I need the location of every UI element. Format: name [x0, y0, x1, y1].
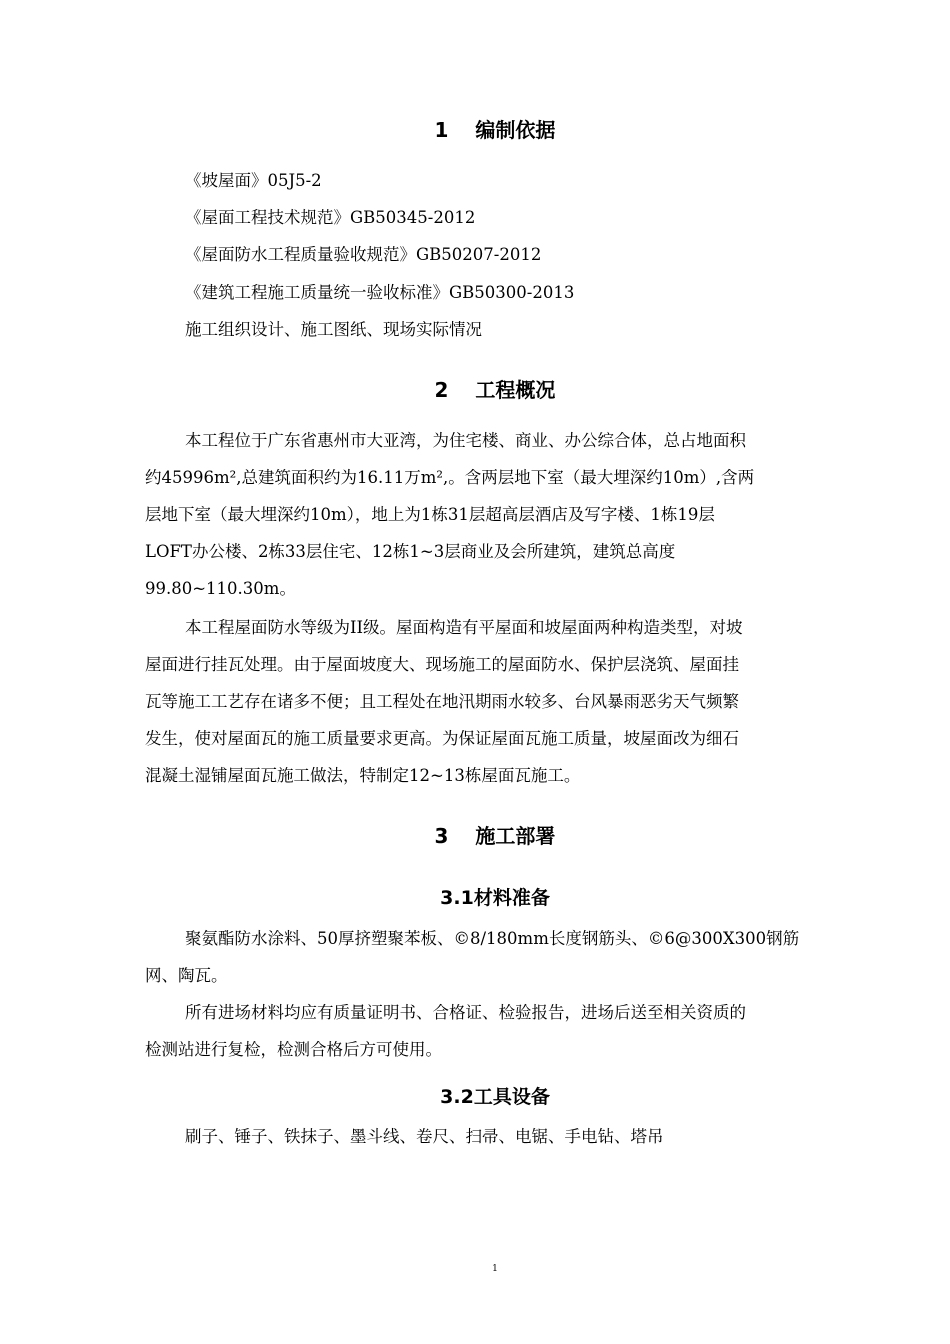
- reference-item: 《建筑工程施工质量统一验收标准》GB50300-2013: [185, 283, 575, 302]
- paragraph-line: 刷子、锤子、铁抹子、墨斗线、卷尺、扫帚、电锯、手电钻、塔吊: [185, 1127, 664, 1146]
- paragraph-line: LOFT办公楼、2栋33层住宅、12栋1~3层商业及会所建筑，建筑总高度: [145, 542, 676, 561]
- reference-item: 施工组织设计、施工图纸、现场实际情况: [185, 320, 482, 339]
- reference-item: 《屋面防水工程质量验收规范》GB50207-2012: [185, 245, 542, 264]
- section-3-2-heading: 3.2工具设备: [440, 1086, 550, 1108]
- section-3-1-heading: 3.1材料准备: [440, 887, 550, 909]
- paragraph-line: 网、陶瓦。: [145, 966, 228, 985]
- paragraph-line: 聚氨酯防水涂料、50厚挤塑聚苯板、©8/180mm长度钢筋头、©6@300X300钢筋: [185, 929, 800, 948]
- section-3-heading: 3 施工部署: [434, 824, 556, 848]
- reference-item: 《屋面工程技术规范》GB50345-2012: [185, 208, 476, 227]
- reference-item: 《坡屋面》05J5-2: [185, 171, 322, 190]
- paragraph-line: 本工程位于广东省惠州市大亚湾，为住宅楼、商业、办公综合体，总占地面积: [185, 431, 746, 450]
- paragraph-line: 混凝土湿铺屋面瓦施工做法，特制定12~13栋屋面瓦施工。: [145, 766, 581, 785]
- paragraph-line: 所有进场材料均应有质量证明书、合格证、检验报告，进场后送至相关资质的: [185, 1003, 746, 1022]
- paragraph-line: 本工程屋面防水等级为II级。屋面构造有平屋面和坡屋面两种构造类型，对坡: [185, 618, 743, 637]
- paragraph-line: 屋面进行挂瓦处理。由于屋面坡度大、现场施工的屋面防水、保护层浇筑、屋面挂: [145, 655, 739, 674]
- paragraph-line: 瓦等施工工艺存在诸多不便；且工程处在地汛期雨水较多、台风暴雨恶劣天气频繁: [145, 692, 739, 711]
- paragraph-line: 发生，使对屋面瓦的施工质量要求更高。为保证屋面瓦施工质量，坡屋面改为细石: [145, 729, 739, 748]
- section-1-heading: 1 编制依据: [434, 118, 556, 142]
- paragraph-line: 约45996m²,总建筑面积约为16.11万m²,。含两层地下室（最大埋深约10m）,含两: [145, 468, 755, 487]
- paragraph-line: 层地下室（最大埋深约10m），地上为1栋31层超高层酒店及写字楼、1栋19层: [145, 505, 715, 524]
- paragraph-line: 99.80~110.30m。: [145, 579, 296, 598]
- section-2-heading: 2 工程概况: [434, 378, 556, 402]
- page-number: 1: [492, 1264, 498, 1274]
- paragraph-line: 检测站进行复检，检测合格后方可使用。: [145, 1040, 442, 1059]
